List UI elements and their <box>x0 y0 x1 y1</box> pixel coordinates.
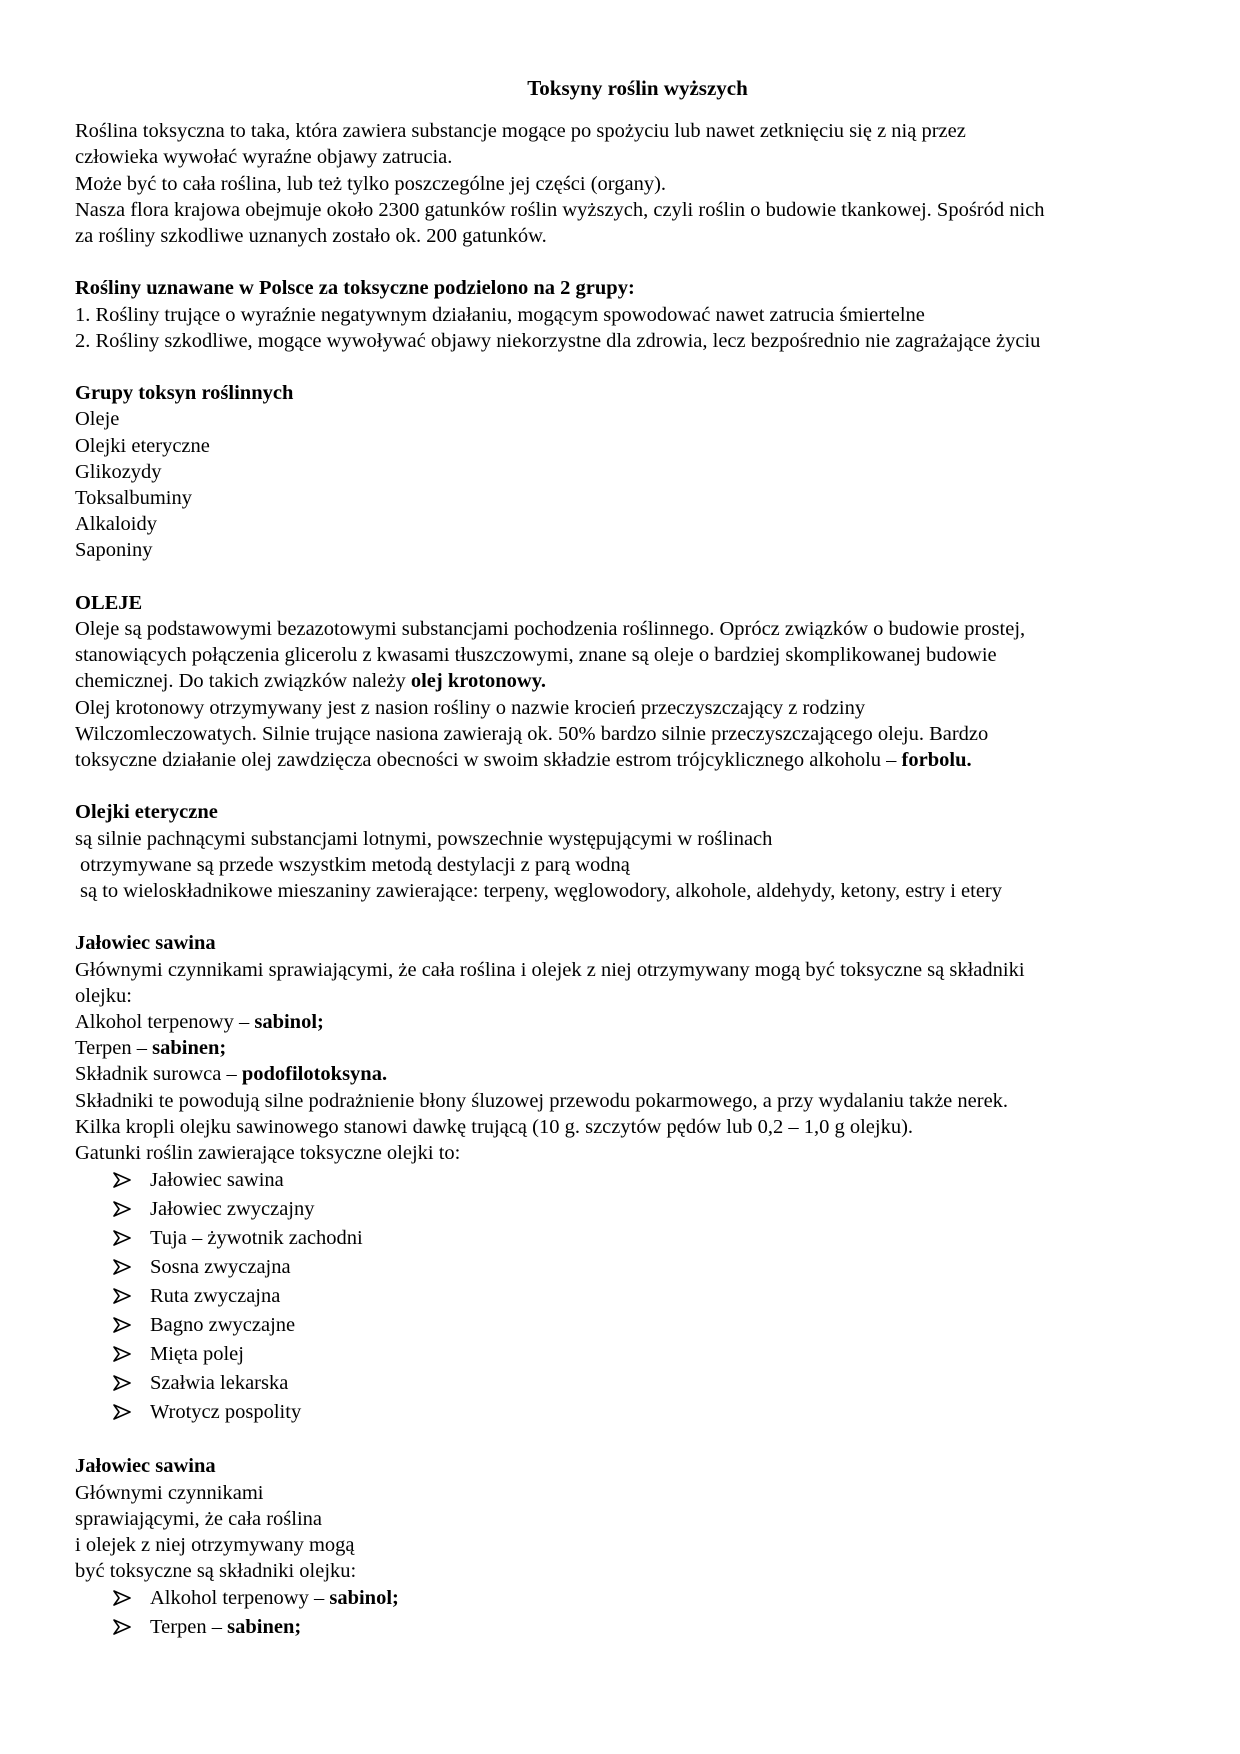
arrow-bullet-icon <box>113 1374 131 1392</box>
oleje-line <box>75 747 1175 773</box>
jalowiec-line: Kilka kropli olejku sawinowego stanowi dawkę trującą (10 g. szczytów pędów lub 0,2 – 1,0 g olejku). <box>75 1115 914 1138</box>
jalowiec-text: Terpen – <box>75 1037 153 1060</box>
jalowiec-summary-line: Głównymi czynnikami <box>75 1481 264 1504</box>
jalowiec-heading: Jałowiec sawina <box>75 932 216 955</box>
species-name: Mięta polej <box>150 1343 244 1366</box>
toxin-groups-section <box>75 380 1175 563</box>
intro-line: Roślina toksyczna to taka, która zawiera substancje mogące po spożyciu lub nawet zetknięciu się z nią przez <box>75 120 966 143</box>
sabinen-term: sabinen; <box>227 1616 302 1639</box>
component-text <box>113 1616 301 1638</box>
arrow-bullet-icon <box>113 1589 131 1607</box>
arrow-bullet-icon <box>113 1345 131 1363</box>
list-item <box>75 1398 1175 1427</box>
intro-line: Może być to cała roślina, lub też tylko poszczególne jej części (organy). <box>75 172 667 195</box>
olejki-line: otrzymywane są przede wszystkim metodą destylacji z parą wodną <box>80 853 630 876</box>
oleje-line: stanowiących połączenia glicerolu z kwasami tłuszczowymi, znane są oleje o bardziej skomplikowanej budowie <box>75 644 997 667</box>
species-name: Ruta zwyczajna <box>150 1285 281 1308</box>
jalowiec-summary-line: sprawiającymi, że cała roślina <box>75 1507 323 1530</box>
arrow-bullet-icon <box>113 1171 131 1189</box>
olejki-line: są silnie pachnącymi substancjami lotnymi, powszechnie występującymi w roślinach <box>75 827 773 850</box>
species-name: Bagno zwyczajne <box>150 1314 296 1337</box>
jalowiec-text: Alkohol terpenowy – <box>75 1011 255 1034</box>
arrow-bullet-icon <box>113 1200 131 1218</box>
list-item <box>75 1195 1175 1224</box>
arrow-bullet-icon <box>113 1258 131 1276</box>
page-title: Toksyny roślin wyższych <box>527 76 748 100</box>
intro-line: Nasza flora krajowa obejmuje około 2300 gatunków roślin wyższych, czyli roślin o budowie tkankowej. Spośród nich <box>75 198 1045 221</box>
podofilotoksyna-term: podofilotoksyna. <box>241 1063 388 1086</box>
list-item <box>75 1613 1175 1642</box>
oleje-heading: OLEJE <box>75 591 143 614</box>
toxin-group-item: Alkaloidy <box>75 513 157 536</box>
plant-groups-heading: Rośliny uznawane w Polsce za toksyczne podzielono na 2 grupy: <box>75 277 635 300</box>
jalowiec-line <box>75 1035 1175 1061</box>
oleje-section <box>75 590 1175 773</box>
component-label: Alkohol terpenowy – <box>150 1587 330 1610</box>
jalowiec-text: Składnik surowca – <box>75 1063 242 1086</box>
toxin-group-item: Toksalbuminy <box>75 487 193 510</box>
plant-groups-section <box>75 275 1175 354</box>
list-item <box>75 1282 1175 1311</box>
list-item <box>75 1340 1175 1369</box>
list-item <box>75 1369 1175 1398</box>
arrow-bullet-icon <box>113 1403 131 1421</box>
list-item <box>75 1584 1175 1613</box>
jalowiec-line: Głównymi czynnikami sprawiającymi, że cała roślina i olejek z niej otrzymywany mogą być toksyczne są składniki <box>75 958 1025 981</box>
oleje-line <box>75 668 1175 694</box>
jalowiec-line: Składniki te powodują silne podrażnienie błony śluzowej przewodu pokarmowego, a przy wydalaniu także nerek. <box>75 1089 1009 1112</box>
species-list <box>75 1166 1175 1427</box>
jalowiec-summary-line: i olejek z niej otrzymywany mogą <box>75 1534 355 1557</box>
toxin-groups-heading: Grupy toksyn roślinnych <box>75 382 294 405</box>
list-item <box>75 1224 1175 1253</box>
oleje-text: chemicznej. Do takich związków należy <box>75 670 411 693</box>
toxin-group-item: Oleje <box>75 408 120 431</box>
oleje-text: toksyczne działanie olej zawdzięcza obecności w swoim składzie estrom trójcyklicznego alkoholu – <box>75 749 902 772</box>
sabinol-term: sabinol; <box>329 1587 399 1610</box>
plant-group-item: 2. Rośliny szkodliwe, mogące wywoływać objawy niekorzystne dla zdrowia, lecz bezpośrednio nie zagrażające życiu <box>75 329 1041 352</box>
jalowiec-summary-heading: Jałowiec sawina <box>75 1455 216 1478</box>
olejki-heading: Olejki eteryczne <box>75 801 218 824</box>
jalowiec-summary-line: być toksyczne są składniki olejku: <box>75 1560 357 1583</box>
toxin-group-item: Glikozydy <box>75 460 162 483</box>
species-name: Szałwia lekarska <box>150 1372 289 1395</box>
component-text <box>113 1587 399 1609</box>
component-list <box>75 1584 1175 1642</box>
arrow-bullet-icon <box>113 1287 131 1305</box>
olejki-line: są to wieloskładnikowe mieszaniny zawierające: terpeny, węglowodory, alkohole, aldehydy, ketony, estry i etery <box>80 880 1002 903</box>
list-item <box>75 1311 1175 1340</box>
species-name: Sosna zwyczajna <box>150 1256 291 1279</box>
jalowiec-line <box>75 1009 1175 1035</box>
intro-section <box>75 118 1175 249</box>
jalowiec-line: Gatunki roślin zawierające toksyczne olejki to: <box>75 1142 461 1165</box>
forbol-term: forbolu. <box>901 749 972 772</box>
jalowiec-line: olejku: <box>75 984 132 1007</box>
olejki-section <box>75 799 1175 904</box>
oleje-line: Oleje są podstawowymi bezazotowymi substancjami pochodzenia roślinnego. Oprócz związków o budowie prostej, <box>75 618 1026 641</box>
plant-group-item: 1. Rośliny trujące o wyraźnie negatywnym działaniu, mogącym spowodować nawet zatrucia śmiertelne <box>75 303 925 326</box>
sabinen-term: sabinen; <box>152 1037 227 1060</box>
species-name: Wrotycz pospolity <box>150 1401 302 1424</box>
list-item <box>75 1253 1175 1282</box>
arrow-bullet-icon <box>113 1229 131 1247</box>
document-page <box>75 60 1175 1642</box>
component-label: Terpen – <box>150 1616 228 1639</box>
jalowiec-line <box>75 1061 1175 1087</box>
toxin-group-item: Olejki eteryczne <box>75 434 210 457</box>
species-name: Jałowiec zwyczajny <box>150 1198 315 1221</box>
toxin-group-item: Saponiny <box>75 539 153 562</box>
jalowiec-section <box>75 930 1175 1427</box>
sabinol-term: sabinol; <box>254 1011 324 1034</box>
jalowiec-summary-section <box>75 1453 1175 1642</box>
arrow-bullet-icon <box>113 1316 131 1334</box>
species-name: Jałowiec sawina <box>150 1169 284 1192</box>
intro-line: za rośliny szkodliwe uznanych zostało ok. 200 gatunków. <box>75 225 547 248</box>
species-name: Tuja – żywotnik zachodni <box>150 1227 363 1250</box>
arrow-bullet-icon <box>113 1618 131 1636</box>
olej-krotonowy-term: olej krotonowy. <box>410 670 546 693</box>
list-item <box>75 1166 1175 1195</box>
oleje-line: Wilczomleczowatych. Silnie trujące nasiona zawierają ok. 50% bardzo silnie przeczyszczającego oleju. Bardzo <box>75 722 989 745</box>
intro-line: człowieka wywołać wyraźne objawy zatrucia. <box>75 146 453 169</box>
oleje-line: Olej krotonowy otrzymywany jest z nasion rośliny o nazwie krocień przeczyszczający z rodziny <box>75 696 866 719</box>
